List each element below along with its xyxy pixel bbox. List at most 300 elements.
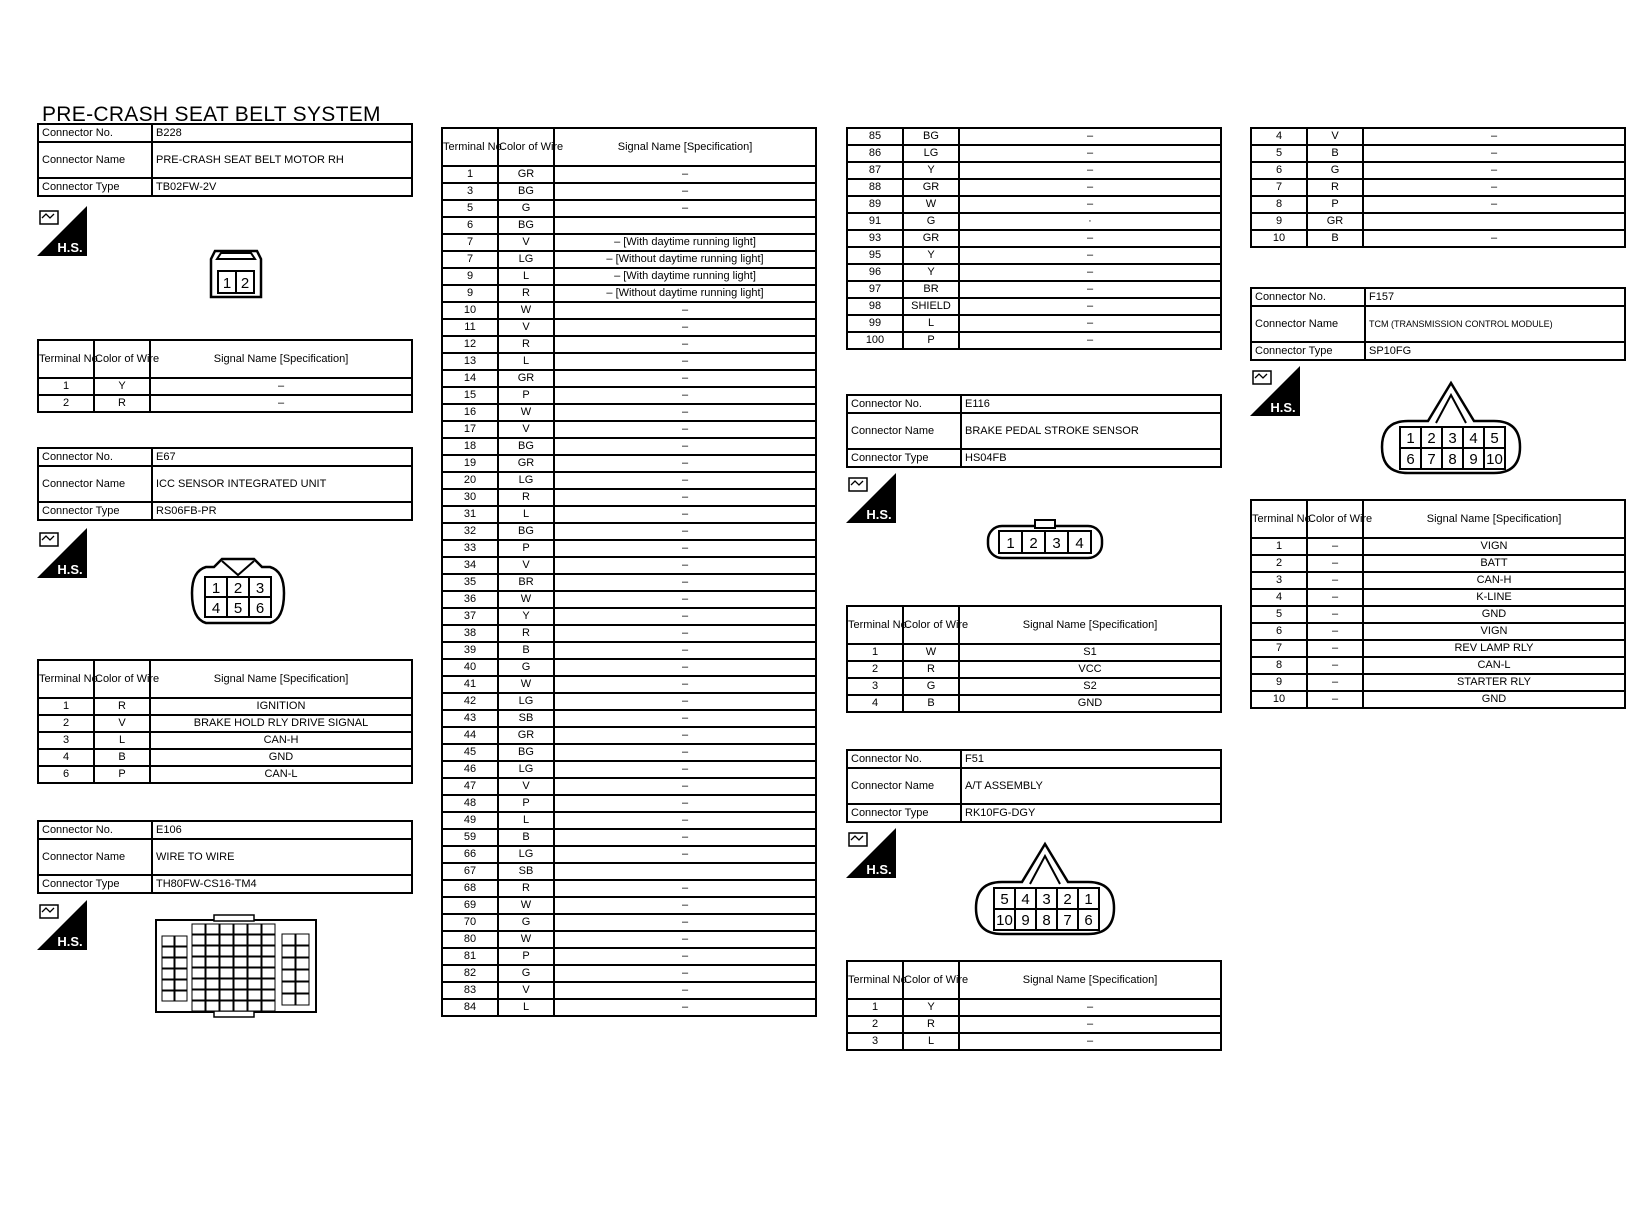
pin-label: 6	[1084, 912, 1093, 929]
pin-cell	[248, 968, 261, 978]
signal-name-cell: –	[554, 523, 816, 540]
table-row	[38, 378, 412, 395]
signal-name-cell: –	[554, 659, 816, 676]
harness-side-icon	[1250, 366, 1300, 416]
signal-name-cell: –	[959, 281, 1221, 298]
pin-cell	[192, 979, 205, 989]
terminal-no-header: Terminal No.	[442, 128, 498, 166]
signal-name-cell: –	[554, 506, 816, 523]
terminal-no-cell: 4	[38, 749, 94, 766]
terminal-no-header: Terminal No.	[38, 340, 94, 378]
signal-header: Signal Name [Specification]	[150, 340, 412, 378]
table-row	[1251, 179, 1625, 196]
wire-color-cell: R	[903, 661, 959, 678]
terminal-no-cell: 30	[442, 489, 498, 506]
pin-cell	[262, 968, 275, 978]
signal-name-cell: GND	[959, 695, 1221, 712]
hs-badge-text: H.S.	[57, 240, 83, 255]
signal-name-cell: VIGN	[1363, 538, 1625, 555]
table-row	[847, 179, 1221, 196]
color-header: Color of Wire	[903, 606, 959, 644]
signal-name-cell: –	[554, 812, 816, 829]
signal-name-cell: K-LINE	[1363, 589, 1625, 606]
connector-name-label: Connector Name	[847, 413, 961, 449]
connector-no-value: E106	[152, 821, 412, 839]
wire-color-cell: BG	[498, 523, 554, 540]
terminal-no-cell: 59	[442, 829, 498, 846]
signal-header: Signal Name [Specification]	[554, 128, 816, 166]
table-row	[442, 251, 816, 268]
table-row	[38, 732, 412, 749]
signal-name-cell: GND	[1363, 691, 1625, 708]
pin-cell	[282, 958, 295, 969]
connector-no-value: F157	[1365, 288, 1625, 306]
connector-type-value: SP10FG	[1365, 342, 1625, 360]
wire-color-cell: B	[498, 642, 554, 659]
terminal-table-e106-part1	[441, 127, 817, 1017]
connector-latch	[214, 1011, 254, 1017]
wire-color-cell: V	[498, 778, 554, 795]
table-row	[442, 404, 816, 421]
connector-name-value: PRE-CRASH SEAT BELT MOTOR RH	[152, 142, 412, 178]
pin-cell	[192, 1001, 205, 1011]
signal-name-cell: –	[959, 230, 1221, 247]
signal-name-cell: CAN-H	[150, 732, 412, 749]
table-row	[442, 336, 816, 353]
terminal-no-header: Terminal No.	[1251, 500, 1307, 538]
signal-name-cell: CAN-L	[1363, 657, 1625, 674]
pin-label: 10	[1486, 451, 1503, 468]
wire-color-cell: BG	[498, 183, 554, 200]
wire-color-cell: GR	[498, 455, 554, 472]
signal-name-cell: –	[554, 676, 816, 693]
connector-no-label: Connector No.	[38, 124, 152, 142]
pin-label: 1	[222, 275, 232, 292]
wire-color-cell: B	[498, 829, 554, 846]
signal-name-cell: –	[554, 880, 816, 897]
signal-name-cell: –	[959, 298, 1221, 315]
terminal-no-cell: 3	[442, 183, 498, 200]
signal-name-cell: –	[959, 999, 1221, 1016]
pin-cell	[220, 990, 233, 1000]
signal-name-cell: –	[959, 1033, 1221, 1050]
connector-type-label: Connector Type	[847, 449, 961, 467]
connector-no-value: E116	[961, 395, 1221, 413]
pin-cell	[220, 1001, 233, 1011]
table-row	[442, 285, 816, 302]
wire-color-cell: G	[1307, 162, 1363, 179]
terminal-no-cell: 20	[442, 472, 498, 489]
table-row	[847, 644, 1221, 661]
signal-name-cell: –	[554, 761, 816, 778]
terminal-no-cell: 68	[442, 880, 498, 897]
pin-label: 2	[1427, 430, 1436, 447]
terminal-no-cell: 7	[1251, 179, 1307, 196]
table-row	[847, 145, 1221, 162]
connector-type-value: RS06FB-PR	[152, 502, 412, 520]
table-row	[442, 438, 816, 455]
pin-cell	[248, 957, 261, 967]
terminal-no-cell: 100	[847, 332, 903, 349]
connector-no-label: Connector No.	[38, 448, 152, 466]
table-row	[442, 608, 816, 625]
signal-name-cell: –	[1363, 230, 1625, 247]
terminal-no-cell: 82	[442, 965, 498, 982]
table-row	[442, 200, 816, 217]
wire-color-cell: –	[1307, 538, 1363, 555]
pin-cell	[175, 936, 187, 946]
terminal-no-cell: 2	[1251, 555, 1307, 572]
pin-label: 3	[1042, 891, 1051, 908]
wire-color-cell: R	[903, 1016, 959, 1033]
table-row	[442, 982, 816, 999]
connector-name-value: TCM (TRANSMISSION CONTROL MODULE)	[1365, 306, 1625, 342]
table-row	[1251, 606, 1625, 623]
pin-label: 5	[1490, 430, 1499, 447]
hs-badge-text: H.S.	[57, 562, 83, 577]
table-row	[442, 761, 816, 778]
wire-color-cell: R	[94, 395, 150, 412]
wire-color-cell: V	[498, 557, 554, 574]
pin-label: 3	[255, 580, 265, 597]
terminal-no-cell: 3	[38, 732, 94, 749]
table-row	[847, 162, 1221, 179]
signal-name-cell: –	[554, 319, 816, 336]
wire-color-cell: G	[903, 678, 959, 695]
terminal-no-cell: 99	[847, 315, 903, 332]
pin-cell	[296, 994, 309, 1005]
table-row	[442, 863, 816, 880]
hs-badge-text: H.S.	[866, 507, 892, 522]
table-row	[847, 281, 1221, 298]
pin-cell	[296, 958, 309, 969]
table-row	[442, 948, 816, 965]
signal-name-cell: –	[554, 472, 816, 489]
wire-color-cell: GR	[498, 370, 554, 387]
wire-color-cell: GR	[903, 230, 959, 247]
terminal-no-cell: 16	[442, 404, 498, 421]
wire-color-cell: R	[1307, 179, 1363, 196]
terminal-no-cell: 2	[38, 395, 94, 412]
table-row	[1251, 572, 1625, 589]
terminal-no-cell: 4	[847, 695, 903, 712]
pin-label: 5	[1000, 891, 1009, 908]
table-row	[38, 698, 412, 715]
signal-name-cell: REV LAMP RLY	[1363, 640, 1625, 657]
terminal-table-e106-part2	[846, 127, 1222, 350]
pin-cell	[234, 924, 247, 934]
pin-label: 2	[233, 580, 243, 597]
signal-name-cell: –	[554, 744, 816, 761]
pin-cell	[162, 947, 174, 957]
terminal-no-cell: 83	[442, 982, 498, 999]
wire-color-cell: LG	[498, 472, 554, 489]
wire-color-cell: –	[1307, 674, 1363, 691]
terminal-no-cell: 8	[1251, 657, 1307, 674]
table-row	[847, 695, 1221, 712]
wire-color-cell: GR	[903, 179, 959, 196]
signal-name-cell: –	[554, 982, 816, 999]
connector-diagram-f51	[972, 842, 1122, 943]
pin-cell	[248, 946, 261, 956]
wire-color-cell: LG	[903, 145, 959, 162]
pin-cell	[282, 934, 295, 945]
wire-color-cell: W	[903, 196, 959, 213]
pin-cell	[206, 990, 219, 1000]
wire-color-cell: L	[903, 315, 959, 332]
table-row	[1251, 589, 1625, 606]
terminal-no-cell: 48	[442, 795, 498, 812]
terminal-no-cell: 1	[847, 999, 903, 1016]
wire-color-cell: BG	[498, 217, 554, 234]
table-row	[442, 574, 816, 591]
table-row	[442, 880, 816, 897]
color-header: Color of Wire	[94, 660, 150, 698]
pin-cell	[220, 946, 233, 956]
signal-name-cell: –	[554, 625, 816, 642]
wire-color-cell: Y	[903, 999, 959, 1016]
table-row	[847, 128, 1221, 145]
table-row	[442, 829, 816, 846]
table-row	[847, 661, 1221, 678]
pin-cell	[296, 946, 309, 957]
table-row	[442, 659, 816, 676]
pin-cell	[234, 979, 247, 989]
pin-label: 1	[211, 580, 221, 597]
wire-color-cell: P	[903, 332, 959, 349]
signal-name-cell: –	[554, 965, 816, 982]
signal-name-cell: –	[150, 378, 412, 395]
wire-color-cell: BG	[498, 438, 554, 455]
table-row	[1251, 623, 1625, 640]
terminal-no-cell: 17	[442, 421, 498, 438]
wire-color-cell: W	[498, 404, 554, 421]
table-row	[847, 678, 1221, 695]
signal-name-cell: BATT	[1363, 555, 1625, 572]
wire-color-cell: V	[498, 982, 554, 999]
signal-name-cell: –	[959, 315, 1221, 332]
pin-cell	[220, 968, 233, 978]
terminal-no-cell: 34	[442, 557, 498, 574]
connector-no-label: Connector No.	[847, 395, 961, 413]
wire-color-cell: –	[1307, 555, 1363, 572]
signal-name-cell: –	[554, 200, 816, 217]
table-row	[847, 247, 1221, 264]
terminal-no-cell: 91	[847, 213, 903, 230]
harness-side-icon	[37, 528, 87, 578]
wire-color-cell: V	[498, 421, 554, 438]
table-row	[847, 999, 1221, 1016]
signal-name-cell: –	[554, 370, 816, 387]
terminal-no-cell: 47	[442, 778, 498, 795]
signal-name-cell: –	[554, 778, 816, 795]
table-row	[442, 965, 816, 982]
table-row	[442, 319, 816, 336]
pin-cell	[220, 935, 233, 945]
wire-color-cell: GR	[1307, 213, 1363, 230]
pin-cell	[248, 935, 261, 945]
terminal-no-cell: 97	[847, 281, 903, 298]
wire-color-cell: LG	[498, 761, 554, 778]
wire-color-cell: Y	[903, 264, 959, 281]
signal-name-cell	[554, 217, 816, 234]
wire-color-cell: V	[1307, 128, 1363, 145]
signal-name-cell: –	[1363, 196, 1625, 213]
signal-name-cell: STARTER RLY	[1363, 674, 1625, 691]
terminal-no-cell: 6	[1251, 162, 1307, 179]
table-row	[1251, 162, 1625, 179]
terminal-table-f51-part1	[846, 960, 1222, 1051]
pin-label: 8	[1042, 912, 1051, 929]
signal-name-cell: –	[959, 179, 1221, 196]
pin-cell	[206, 946, 219, 956]
pin-cell	[192, 968, 205, 978]
signal-name-cell: –	[554, 387, 816, 404]
terminal-no-cell: 86	[847, 145, 903, 162]
wire-color-cell: P	[1307, 196, 1363, 213]
harness-side-icon	[37, 206, 87, 256]
pin-label: 1	[1084, 891, 1093, 908]
signal-name-cell: –	[554, 557, 816, 574]
terminal-no-cell: 19	[442, 455, 498, 472]
pin-cell	[162, 936, 174, 946]
terminal-table-b228	[37, 339, 413, 413]
terminal-no-cell: 6	[38, 766, 94, 783]
wire-color-cell: –	[1307, 657, 1363, 674]
signal-name-cell: VIGN	[1363, 623, 1625, 640]
wire-color-cell: B	[1307, 230, 1363, 247]
table-row	[442, 812, 816, 829]
table-row	[442, 268, 816, 285]
terminal-no-cell: 3	[847, 1033, 903, 1050]
signal-name-cell: GND	[1363, 606, 1625, 623]
terminal-no-cell: 45	[442, 744, 498, 761]
terminal-no-cell: 32	[442, 523, 498, 540]
terminal-no-cell: 2	[38, 715, 94, 732]
terminal-no-cell: 13	[442, 353, 498, 370]
table-row	[847, 1033, 1221, 1050]
connector-info-e106	[37, 820, 413, 894]
terminal-no-cell: 7	[1251, 640, 1307, 657]
terminal-no-cell: 7	[442, 234, 498, 251]
signal-name-cell: –	[959, 264, 1221, 281]
table-row	[442, 642, 816, 659]
signal-name-cell: –	[554, 336, 816, 353]
table-row	[442, 370, 816, 387]
pin-cell	[175, 958, 187, 968]
wire-color-cell: L	[498, 812, 554, 829]
wire-color-cell: BR	[498, 574, 554, 591]
signal-name-cell: –	[554, 489, 816, 506]
table-row	[442, 540, 816, 557]
terminal-no-cell: 9	[442, 285, 498, 302]
terminal-no-cell: 67	[442, 863, 498, 880]
terminal-no-cell: 1	[38, 378, 94, 395]
pin-cell	[175, 947, 187, 957]
pin-cell	[248, 1001, 261, 1011]
terminal-no-cell: 7	[442, 251, 498, 268]
pin-label: 5	[233, 600, 243, 617]
pin-cell	[262, 946, 275, 956]
signal-name-cell: –	[1363, 179, 1625, 196]
pin-cell	[206, 924, 219, 934]
signal-name-cell: CAN-L	[150, 766, 412, 783]
terminal-no-cell: 33	[442, 540, 498, 557]
wire-color-cell: L	[498, 268, 554, 285]
pin-cell	[206, 1001, 219, 1011]
wire-color-cell: V	[498, 234, 554, 251]
table-row	[847, 315, 1221, 332]
terminal-no-cell: 43	[442, 710, 498, 727]
connector-type-value: TH80FW-CS16-TM4	[152, 875, 412, 893]
terminal-no-cell: 84	[442, 999, 498, 1016]
table-row	[442, 302, 816, 319]
table-row	[1251, 691, 1625, 708]
wire-color-cell: BR	[903, 281, 959, 298]
pin-label: 4	[1469, 430, 1478, 447]
table-row	[847, 196, 1221, 213]
harness-side-icon	[846, 828, 896, 878]
pin-cell	[175, 991, 187, 1001]
signal-name-cell	[1363, 213, 1625, 230]
pin-cell	[234, 946, 247, 956]
pin-cell	[234, 935, 247, 945]
terminal-no-cell: 10	[1251, 691, 1307, 708]
wire-color-cell: V	[498, 319, 554, 336]
pin-cell	[262, 957, 275, 967]
terminal-no-cell: 9	[1251, 674, 1307, 691]
table-row	[1251, 230, 1625, 247]
table-row	[442, 727, 816, 744]
table-row	[442, 625, 816, 642]
signal-name-cell: –	[554, 931, 816, 948]
wire-color-cell: SB	[498, 710, 554, 727]
pin-cell	[175, 969, 187, 979]
connector-no-label: Connector No.	[1251, 288, 1365, 306]
signal-name-cell: –	[959, 332, 1221, 349]
connector-name-value: BRAKE PEDAL STROKE SENSOR	[961, 413, 1221, 449]
terminal-no-cell: 98	[847, 298, 903, 315]
pin-label: 4	[1021, 891, 1030, 908]
table-row	[847, 1016, 1221, 1033]
pin-cell	[192, 935, 205, 945]
hs-badge-text: H.S.	[866, 862, 892, 877]
pin-cell	[192, 946, 205, 956]
signal-name-cell: – [Without daytime running light]	[554, 251, 816, 268]
table-row	[442, 166, 816, 183]
table-row	[442, 999, 816, 1016]
table-row	[442, 557, 816, 574]
wire-color-cell: P	[498, 948, 554, 965]
signal-name-cell: CAN-H	[1363, 572, 1625, 589]
pin-cell	[162, 991, 174, 1001]
terminal-no-cell: 88	[847, 179, 903, 196]
connector-no-label: Connector No.	[847, 750, 961, 768]
wire-color-cell: W	[498, 931, 554, 948]
terminal-no-cell: 44	[442, 727, 498, 744]
color-header: Color of Wire	[94, 340, 150, 378]
pin-cell	[262, 979, 275, 989]
signal-name-cell: S2	[959, 678, 1221, 695]
terminal-table-e67	[37, 659, 413, 784]
connector-name-value: WIRE TO WIRE	[152, 839, 412, 875]
connector-no-value: F51	[961, 750, 1221, 768]
table-row	[442, 710, 816, 727]
terminal-no-cell: 1	[847, 644, 903, 661]
terminal-no-cell: 35	[442, 574, 498, 591]
signal-name-cell: –	[554, 846, 816, 863]
color-header: Color of Wire	[498, 128, 554, 166]
